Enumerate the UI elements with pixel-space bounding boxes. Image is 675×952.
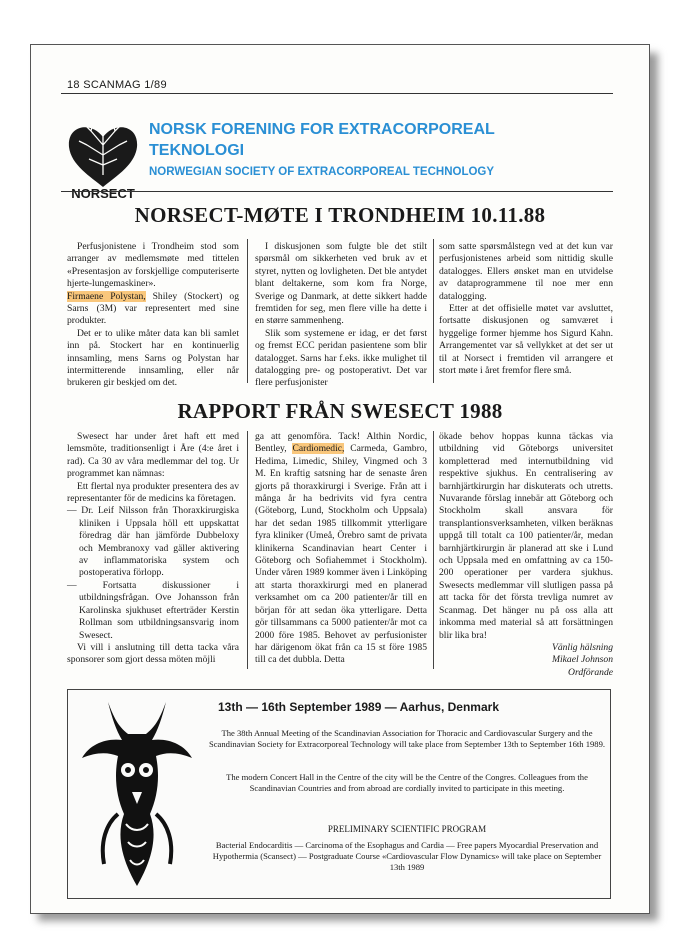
list-item: — Fortsatta diskussioner i utbildningsfrågan. Ove Johansson från Karolinska sjukhuset efterträder Kerstin Rollman som utbildningsansvarig inom Swesect. xyxy=(67,579,239,641)
article1-col3 xyxy=(439,241,613,377)
conference-box xyxy=(67,689,611,899)
article2-col2 xyxy=(255,431,427,667)
program-title: PRELIMINARY SCIENTIFIC PROGRAM xyxy=(327,824,487,834)
logo-text: NORSECT xyxy=(71,186,135,201)
paragraph: Etter at det offisielle møtet var avsluttet, fortsatte diskusjonen og samværet i hyggelige former hjemme hos Sigurd Kahn. Arrangementet var så vellykket at det ser ut til at Norsect i fremtiden vil arrangere et stort møte i året fremfor flere små. xyxy=(439,303,613,377)
org-name-line2: TEKNOLOGI xyxy=(149,142,245,159)
paragraph: ga att genomföra. Tack! Althin Nordic, Bentley, xyxy=(255,431,427,455)
signature-greeting: Vänlig hälsning xyxy=(551,641,613,653)
paragraph: Carmeda, Gambro, Hedima, Limedic, Shiley, Vingmed och 3 M. En kraftig satsning har de senaste åren gjorts på thoraxkirurgi i Sverige. Från att i många år ha bedrivits vid fyra centra (Göteborg, Lund, Stockholm och Uppsala) har det sedan 1985 tillkommit ytterligare fyra kliniker (Umeå, Örebro samt de privata klinikerna Scandinavian heart Center i Göteborg och Sofiahemmet i Stockholm). Under våren 1989 kommer även i Linköping att starta thoraxkirurgi med en planerad verksamhet om ca 200 patienter/år till en början för att sedan öka ytterligare. Detta gör tillsammans ca 5000 patienter/år mot ca 2000 före 1985. Behovet av perfusionister har därigenom ökat från ca 15 st före 1985 till ca det dubbla. Detta xyxy=(255,443,427,666)
paragraph: Det er to ulike måter data kan bli samlet inn på. Stockert har en kontinuerlig innsamling, mens Sarns og Polystan har intermitterende innsamling, eller når brukeren gir beskjed om det. xyxy=(67,327,239,389)
viking-mask-illustration xyxy=(78,696,196,892)
conference-paragraph: The 38th Annual Meeting of the Scandinavian Association for Thoracic and Cardiovascular Surgery and the Scandinavian Society for Extracorporeal Technology will take place from September 13th to September 16th 1989. xyxy=(208,728,606,749)
norsect-logo xyxy=(61,115,145,201)
article1-title: NORSECT-MØTE I TRONDHEIM 10.11.88 xyxy=(134,203,546,227)
column-divider xyxy=(247,239,248,383)
article2-col1 xyxy=(67,431,239,667)
highlight-cardiomedic: Cardiomedic, xyxy=(292,443,345,455)
list-item: — Dr. Leif Nilsson från Thoraxkirurgiska kliniken i Uppsala höll ett uppskattat föredrag där han jämförde Dubbeloxy och Membranoxy vad gäller aktivering av inflammatoriska system och postoperativa förlopp. xyxy=(67,505,239,579)
conference-paragraph: The modern Concert Hall in the Centre of the city will be the Centre of the Congres. Colleagues from the Scandinavian Countries and from abroad are cordially invited to participate in this meeting. xyxy=(226,772,588,793)
paragraph: Ett flertal nya produkter presentera des av representanter för de medicins ka företagen. xyxy=(67,480,239,505)
magazine-page xyxy=(30,44,650,914)
org-name-line1: NORSK FORENING FOR EXTRACORPOREAL xyxy=(149,121,495,138)
conference-title: 13th — 16th September 1989 — Aarhus, Denmark xyxy=(218,700,499,714)
article1-col2 xyxy=(255,241,427,390)
article1-col1 xyxy=(67,241,239,390)
column-divider xyxy=(433,239,434,383)
column-divider xyxy=(433,431,434,669)
column-divider xyxy=(247,431,248,669)
page-header: 18 SCANMAG 1/89 xyxy=(67,79,167,91)
paragraph: Vi vill i anslutning till detta tacka våra sponsorer som gjort dessa möten möjli xyxy=(67,641,239,666)
article2-title: RAPPORT FRÅN SWESECT 1988 xyxy=(177,399,503,423)
paragraph: Perfusjonistene i Trondheim stod som arranger av medlemsmøte med tittelen «Presentasjon av forskjellige computeriserte hjerte-lungemaskiner». xyxy=(67,241,239,290)
org-name-english: NORWEGIAN SOCIETY OF EXTRACORPOREAL TECHNOLOGY xyxy=(149,166,495,178)
program-text: Bacterial Endocarditis — Carcinoma of the Esophagus and Cardia — Free papers Myocardial Preservation and Hypothermia (Scansect) — Postgraduate Course «Cardiovascular Flow Dynamics» will take place on September 13th 1989 xyxy=(212,840,602,872)
paragraph: Slik som systemene er idag, er det først og fremst ECC peridan pasientene som blir datalogget. Sarns har f.eks. ikke mulighet til datalogging pre- og postoperativt. Det var flere perfusjonister xyxy=(255,327,427,389)
signature-name: Mikael Johnson xyxy=(551,654,613,666)
article2-col3 xyxy=(439,431,613,679)
paragraph: Shiley (Stockert) og Sarns (3M) var representert med sine produkter. xyxy=(67,290,239,327)
signature-role: Ordförande xyxy=(568,666,613,678)
org-rule xyxy=(61,191,613,192)
paragraph: som satte spørsmålstegn ved at det kun var perfusjonistenes arbeid som nittidig skulle datalogges. Ellers ønsket man en utvidelse av dataprogrammene til noe mer enn datalogging. xyxy=(439,241,613,302)
header-rule xyxy=(61,93,613,94)
highlight-polystan: Firmaene Polystan, xyxy=(67,290,146,302)
paragraph: I diskusjonen som fulgte ble det stilt spørsmål om sikkerheten ved bruk av et styret, nytten og lovligheten. Det ble antydet blant deltakerne, som kom fra Norge, Sverige og Danmark, at dette sikkert hadde fremtiden for seg, men flere ville ha dette i en større sammenheng. xyxy=(255,241,427,327)
paragraph: Swesect har under året haft ett med lemsmöte, traditionsenligt i Åre (4:e året i rad). Ca 30 av våra medlemmar del tog. Ur programmet kan nämnas: xyxy=(67,431,239,480)
paragraph: ökade behov hoppas kunna täckas via utbildning vid Göteborgs universitet kompletterad med internutbildning vid respektive sjukhus. En centralisering av barnhjärtkirurgin har diskuterats och utretts. Nuvarande förslag innebär att Göteborg och Stockholm skall ansvara för transplantionsverksamheten, vilken beräknas uppgå till totalt ca 100 patienter/år, medan barnhjärtkirurgin är planerad att ske i Lund och Uppsala med en omfattning av ca 150-200 operationer per vardera sjukhus. Swesects medlemmar vill slutligen passa på att tacka för det första trevliga numret av Scanmag. Det hänger nu på oss alla att inkomma med material så att forsättningen blir lika bra! xyxy=(439,431,613,641)
